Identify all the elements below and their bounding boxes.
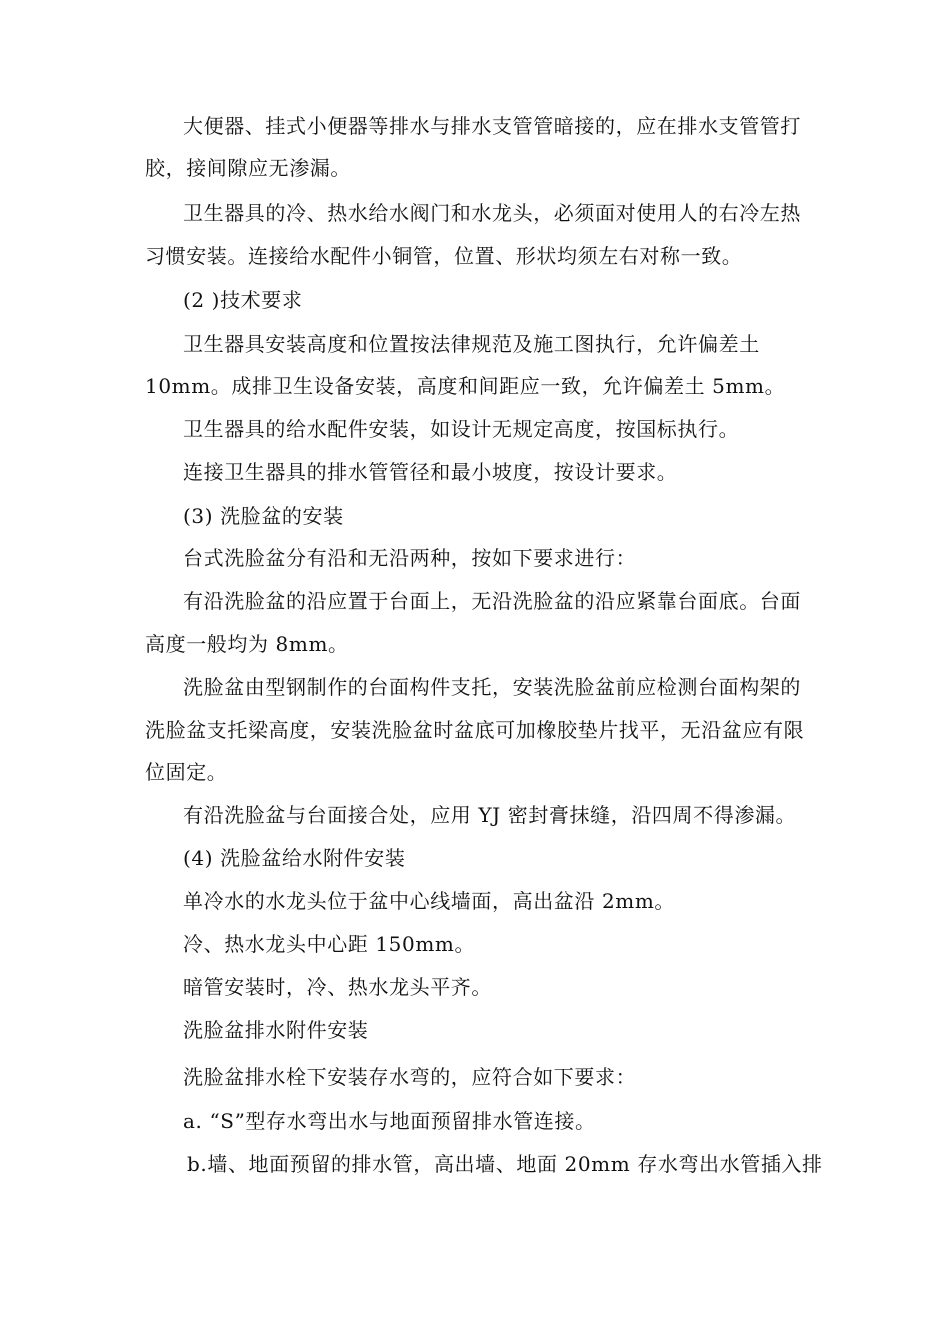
paragraph-line: 习惯安装。连接给水配件小铜管，位置、形状均须左右对称一致。 — [145, 244, 743, 268]
paragraph-line: 有沿洗脸盆与台面接合处，应用 YJ 密封膏抹缝，沿四周不得渗漏。 — [183, 803, 797, 827]
paragraph-line: 有沿洗脸盆的沿应置于台面上，无沿洗脸盆的沿应紧靠台面底。台面 — [183, 589, 801, 613]
list-item: b.墙、地面预留的排水管，高出墙、地面 20mm 存水弯出水管插入排 — [187, 1152, 823, 1176]
paragraph-line: 卫生器具安装高度和位置按法律规范及施工图执行，允许偏差土 — [183, 332, 760, 356]
paragraph-line: 高度一般均为 8mm。 — [145, 632, 349, 656]
paragraph-line: 单冷水的水龙头位于盆中心线墙面，高出盆沿 2mm。 — [183, 889, 676, 913]
section-heading: (2 )技术要求 — [183, 288, 303, 312]
list-item: a. “S”型存水弯出水与地面预留排水管连接。 — [183, 1109, 596, 1133]
paragraph-line: 洗脸盆支托梁高度，安装洗脸盆时盆底可加橡胶垫片找平，无沿盆应有限 — [145, 718, 805, 742]
paragraph-line: 连接卫生器具的排水管管径和最小坡度，按设计要求。 — [183, 460, 678, 484]
paragraph-line: 暗管安装时，冷、热水龙头平齐。 — [183, 975, 492, 999]
section-heading: 洗脸盆排水附件安装 — [183, 1018, 369, 1042]
paragraph-line: 洗脸盆由型钢制作的台面构件支托，安装洗脸盆前应检测台面构架的 — [183, 675, 801, 699]
paragraph-line: 胶，接间隙应无渗漏。 — [145, 156, 351, 180]
paragraph-line: 10mm。成排卫生设备安装，高度和间距应一致，允许偏差土 5mm。 — [145, 374, 786, 398]
section-heading: (3) 洗脸盆的安装 — [183, 504, 344, 528]
paragraph-line: 卫生器具的给水配件安装，如设计无规定高度，按国标执行。 — [183, 417, 740, 441]
paragraph-line: 台式洗脸盆分有沿和无沿两种，按如下要求进行： — [183, 546, 637, 570]
paragraph-line: 洗脸盆排水栓下安装存水弯的，应符合如下要求： — [183, 1065, 637, 1089]
paragraph-line: 卫生器具的冷、热水给水阀门和水龙头，必须面对使用人的右冷左热 — [183, 201, 801, 225]
paragraph-line: 冷、热水龙头中心距 150mm。 — [183, 932, 476, 956]
paragraph-line: 位固定。 — [145, 760, 228, 784]
paragraph-line: 大便器、挂式小便器等排水与排水支管管暗接的，应在排水支管管打 — [183, 114, 801, 138]
section-heading: (4) 洗脸盆给水附件安装 — [183, 846, 406, 870]
